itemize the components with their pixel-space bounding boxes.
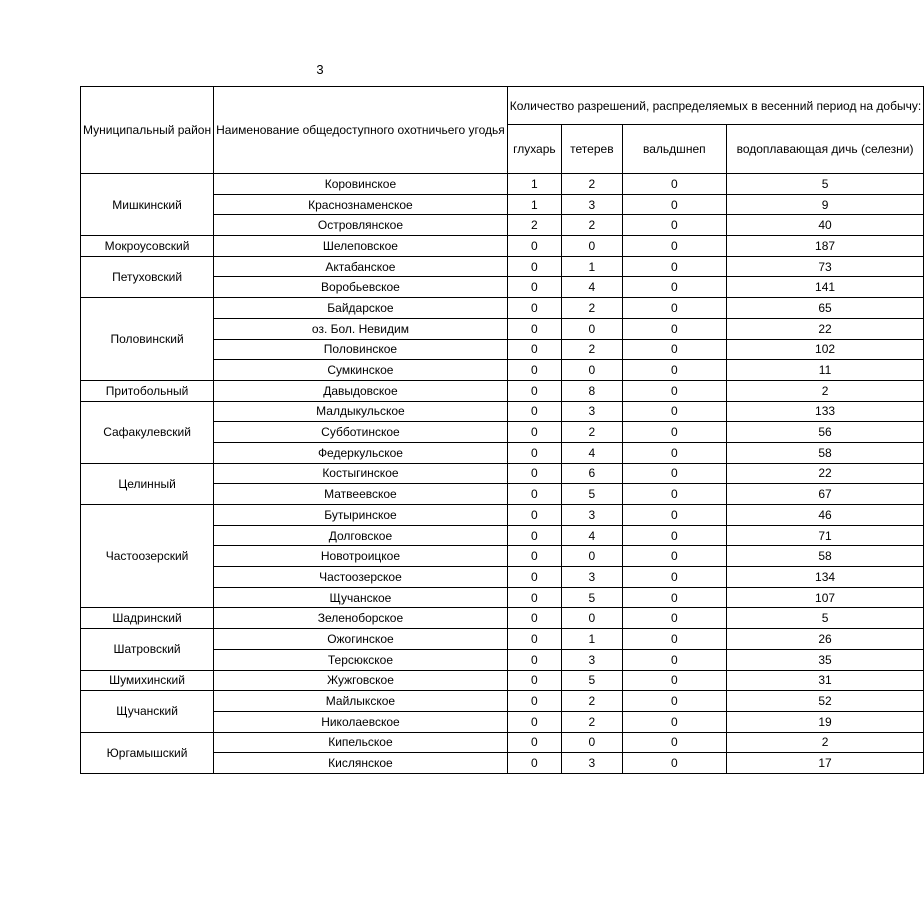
waterfowl-cell: 5 — [726, 174, 923, 195]
waterfowl-cell: 26 — [726, 629, 923, 650]
district-cell: Шумихинский — [81, 670, 214, 691]
hunting-ground-cell: Зеленоборское — [214, 608, 508, 629]
capercaillie-cell: 0 — [507, 691, 561, 712]
table-row — [81, 629, 924, 650]
woodcock-cell: 0 — [622, 401, 726, 422]
woodcock-cell: 0 — [622, 525, 726, 546]
waterfowl-cell: 141 — [726, 277, 923, 298]
header-district: Муниципальный район — [81, 87, 214, 174]
hunting-ground-cell: Терсюкское — [214, 649, 508, 670]
woodcock-cell: 0 — [622, 298, 726, 319]
capercaillie-cell: 0 — [507, 732, 561, 753]
hunting-ground-cell: Бутыринское — [214, 505, 508, 526]
woodcock-cell: 0 — [622, 505, 726, 526]
woodcock-cell: 0 — [622, 277, 726, 298]
district-cell: Целинный — [81, 463, 214, 504]
capercaillie-cell: 0 — [507, 505, 561, 526]
capercaillie-cell: 0 — [507, 587, 561, 608]
hunting-ground-cell: Половинское — [214, 339, 508, 360]
hunting-ground-cell: Частоозерское — [214, 567, 508, 588]
waterfowl-cell: 107 — [726, 587, 923, 608]
capercaillie-cell: 0 — [507, 463, 561, 484]
capercaillie-cell: 1 — [507, 194, 561, 215]
table-row — [81, 401, 924, 422]
district-cell: Юргамышский — [81, 732, 214, 773]
black-grouse-cell: 4 — [562, 525, 623, 546]
hunting-ground-cell: Николаевское — [214, 711, 508, 732]
waterfowl-cell: 65 — [726, 298, 923, 319]
black-grouse-cell: 5 — [562, 484, 623, 505]
waterfowl-cell: 2 — [726, 732, 923, 753]
waterfowl-cell: 133 — [726, 401, 923, 422]
table-row — [81, 174, 924, 195]
hunting-ground-cell: Долговское — [214, 525, 508, 546]
district-cell: Частоозерский — [81, 505, 214, 608]
black-grouse-cell: 4 — [562, 277, 623, 298]
woodcock-cell: 0 — [622, 711, 726, 732]
hunting-ground-cell: Коровинское — [214, 174, 508, 195]
black-grouse-cell: 3 — [562, 505, 623, 526]
woodcock-cell: 0 — [622, 546, 726, 567]
black-grouse-cell: 6 — [562, 463, 623, 484]
woodcock-cell: 0 — [622, 567, 726, 588]
capercaillie-cell: 0 — [507, 670, 561, 691]
capercaillie-cell: 0 — [507, 380, 561, 401]
table-row — [81, 256, 924, 277]
hunting-ground-cell: Воробьевское — [214, 277, 508, 298]
district-cell: Мишкинский — [81, 174, 214, 236]
capercaillie-cell: 0 — [507, 442, 561, 463]
woodcock-cell: 0 — [622, 215, 726, 236]
page-number: 3 — [316, 62, 324, 77]
capercaillie-cell: 0 — [507, 484, 561, 505]
black-grouse-cell: 5 — [562, 587, 623, 608]
permits-table — [80, 86, 924, 774]
district-cell: Петуховский — [81, 256, 214, 297]
woodcock-cell: 0 — [622, 318, 726, 339]
district-cell: Щучанский — [81, 691, 214, 732]
district-cell: Шадринский — [81, 608, 214, 629]
waterfowl-cell: 58 — [726, 546, 923, 567]
black-grouse-cell: 0 — [562, 318, 623, 339]
waterfowl-cell: 31 — [726, 670, 923, 691]
woodcock-cell: 0 — [622, 587, 726, 608]
header-permits-group: Количество разрешений, распределяемых в весенний период на добычу: — [507, 87, 923, 125]
waterfowl-cell: 11 — [726, 360, 923, 381]
capercaillie-cell: 0 — [507, 525, 561, 546]
hunting-ground-cell: Шелеповское — [214, 236, 508, 257]
black-grouse-cell: 3 — [562, 649, 623, 670]
hunting-ground-cell: Щучанское — [214, 587, 508, 608]
black-grouse-cell: 2 — [562, 422, 623, 443]
woodcock-cell: 0 — [622, 194, 726, 215]
black-grouse-cell: 2 — [562, 691, 623, 712]
black-grouse-cell: 4 — [562, 442, 623, 463]
district-cell: Притобольный — [81, 380, 214, 401]
woodcock-cell: 0 — [622, 670, 726, 691]
waterfowl-cell: 19 — [726, 711, 923, 732]
woodcock-cell: 0 — [622, 608, 726, 629]
waterfowl-cell: 46 — [726, 505, 923, 526]
table-row — [81, 691, 924, 712]
woodcock-cell: 0 — [622, 484, 726, 505]
woodcock-cell: 0 — [622, 629, 726, 650]
waterfowl-cell: 22 — [726, 463, 923, 484]
capercaillie-cell: 0 — [507, 256, 561, 277]
capercaillie-cell: 0 — [507, 236, 561, 257]
district-cell: Мокроусовский — [81, 236, 214, 257]
waterfowl-cell: 5 — [726, 608, 923, 629]
table-row — [81, 463, 924, 484]
capercaillie-cell: 0 — [507, 401, 561, 422]
waterfowl-cell: 9 — [726, 194, 923, 215]
woodcock-cell: 0 — [622, 380, 726, 401]
hunting-ground-cell: Ожогинское — [214, 629, 508, 650]
waterfowl-cell: 56 — [726, 422, 923, 443]
district-cell: Сафакулевский — [81, 401, 214, 463]
header-waterfowl: водоплавающая дичь (селезни) — [726, 125, 923, 174]
capercaillie-cell: 0 — [507, 649, 561, 670]
black-grouse-cell: 3 — [562, 753, 623, 774]
capercaillie-cell: 1 — [507, 174, 561, 195]
hunting-ground-cell: Костыгинское — [214, 463, 508, 484]
capercaillie-cell: 0 — [507, 422, 561, 443]
black-grouse-cell: 8 — [562, 380, 623, 401]
waterfowl-cell: 73 — [726, 256, 923, 277]
table-row — [81, 236, 924, 257]
black-grouse-cell: 3 — [562, 194, 623, 215]
black-grouse-cell: 2 — [562, 711, 623, 732]
hunting-ground-cell: Малдыкульское — [214, 401, 508, 422]
table-row — [81, 670, 924, 691]
black-grouse-cell: 0 — [562, 608, 623, 629]
hunting-ground-cell: Федеркульское — [214, 442, 508, 463]
waterfowl-cell: 187 — [726, 236, 923, 257]
hunting-ground-cell: Кислянское — [214, 753, 508, 774]
table-row — [81, 505, 924, 526]
hunting-ground-cell: Байдарское — [214, 298, 508, 319]
header-black-grouse: тетерев — [562, 125, 623, 174]
capercaillie-cell: 0 — [507, 277, 561, 298]
woodcock-cell: 0 — [622, 463, 726, 484]
hunting-ground-cell: Новотроицкое — [214, 546, 508, 567]
table-row — [81, 732, 924, 753]
woodcock-cell: 0 — [622, 256, 726, 277]
woodcock-cell: 0 — [622, 732, 726, 753]
waterfowl-cell: 58 — [726, 442, 923, 463]
capercaillie-cell: 0 — [507, 298, 561, 319]
woodcock-cell: 0 — [622, 360, 726, 381]
black-grouse-cell: 0 — [562, 360, 623, 381]
waterfowl-cell: 134 — [726, 567, 923, 588]
header-woodcock: вальдшнеп — [622, 125, 726, 174]
table-body — [81, 174, 924, 774]
black-grouse-cell: 1 — [562, 629, 623, 650]
hunting-ground-cell: Краснознаменское — [214, 194, 508, 215]
hunting-ground-cell: Кипельское — [214, 732, 508, 753]
black-grouse-cell: 5 — [562, 670, 623, 691]
waterfowl-cell: 2 — [726, 380, 923, 401]
capercaillie-cell: 0 — [507, 629, 561, 650]
hunting-ground-cell: Матвеевское — [214, 484, 508, 505]
hunting-ground-cell: Давыдовское — [214, 380, 508, 401]
capercaillie-cell: 0 — [507, 360, 561, 381]
black-grouse-cell: 2 — [562, 174, 623, 195]
capercaillie-cell: 0 — [507, 339, 561, 360]
capercaillie-cell: 0 — [507, 608, 561, 629]
capercaillie-cell: 0 — [507, 711, 561, 732]
black-grouse-cell: 1 — [562, 256, 623, 277]
waterfowl-cell: 52 — [726, 691, 923, 712]
capercaillie-cell: 2 — [507, 215, 561, 236]
woodcock-cell: 0 — [622, 174, 726, 195]
waterfowl-cell: 35 — [726, 649, 923, 670]
black-grouse-cell: 0 — [562, 236, 623, 257]
waterfowl-cell: 40 — [726, 215, 923, 236]
hunting-ground-cell: Субботинское — [214, 422, 508, 443]
capercaillie-cell: 0 — [507, 567, 561, 588]
black-grouse-cell: 3 — [562, 567, 623, 588]
black-grouse-cell: 2 — [562, 215, 623, 236]
waterfowl-cell: 22 — [726, 318, 923, 339]
hunting-ground-cell: Актабанское — [214, 256, 508, 277]
table-row — [81, 380, 924, 401]
black-grouse-cell: 2 — [562, 339, 623, 360]
header-hunting-ground: Наименование общедоступного охотничьего угодья — [214, 87, 508, 174]
waterfowl-cell: 102 — [726, 339, 923, 360]
district-cell: Половинский — [81, 298, 214, 381]
woodcock-cell: 0 — [622, 422, 726, 443]
woodcock-cell: 0 — [622, 649, 726, 670]
hunting-ground-cell: Островлянское — [214, 215, 508, 236]
hunting-ground-cell: Сумкинское — [214, 360, 508, 381]
black-grouse-cell: 2 — [562, 298, 623, 319]
header-capercaillie: глухарь — [507, 125, 561, 174]
hunting-ground-cell: Майлыкское — [214, 691, 508, 712]
black-grouse-cell: 0 — [562, 732, 623, 753]
district-cell: Шатровский — [81, 629, 214, 670]
hunting-ground-cell: оз. Бол. Невидим — [214, 318, 508, 339]
table-row — [81, 298, 924, 319]
capercaillie-cell: 0 — [507, 318, 561, 339]
black-grouse-cell: 0 — [562, 546, 623, 567]
table-row — [81, 608, 924, 629]
waterfowl-cell: 17 — [726, 753, 923, 774]
waterfowl-cell: 71 — [726, 525, 923, 546]
capercaillie-cell: 0 — [507, 546, 561, 567]
waterfowl-cell: 67 — [726, 484, 923, 505]
capercaillie-cell: 0 — [507, 753, 561, 774]
woodcock-cell: 0 — [622, 753, 726, 774]
black-grouse-cell: 3 — [562, 401, 623, 422]
woodcock-cell: 0 — [622, 442, 726, 463]
woodcock-cell: 0 — [622, 691, 726, 712]
woodcock-cell: 0 — [622, 236, 726, 257]
woodcock-cell: 0 — [622, 339, 726, 360]
hunting-ground-cell: Жужговское — [214, 670, 508, 691]
